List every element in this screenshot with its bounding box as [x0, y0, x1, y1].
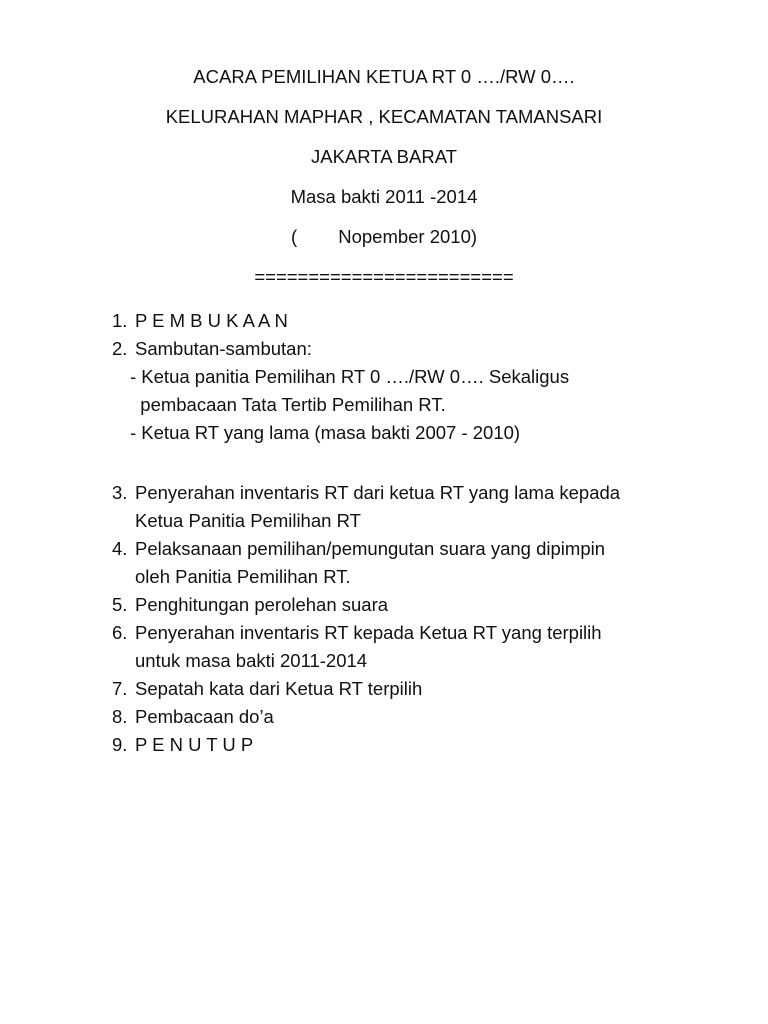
sub-item: - Ketua RT yang lama (masa bakti 2007 - 2010)	[130, 422, 521, 443]
item-number: 4.	[112, 538, 128, 559]
agenda-item: Pembacaan do’a	[135, 706, 274, 727]
agenda-item: Penghitungan perolehan suara	[135, 594, 389, 615]
agenda-item: P E N U T U P	[135, 734, 254, 755]
agenda-item: Sambutan-sambutan:	[135, 338, 312, 359]
item-number: 8.	[112, 706, 128, 727]
sub-item: pembacaan Tata Tertib Pemilihan RT.	[130, 394, 446, 415]
agenda-item: Ketua Panitia Pemilihan RT	[135, 510, 361, 531]
term-line: Masa bakti 2011 -2014	[290, 186, 478, 207]
item-number: 3.	[112, 482, 128, 503]
agenda-item: Pelaksanaan pemilihan/pemungutan suara yang dipimpin	[135, 538, 606, 559]
separator: ========================	[254, 266, 514, 287]
item-number: 6.	[112, 622, 128, 643]
date-line: ( Nopember 2010)	[290, 226, 478, 247]
item-number: 2.	[112, 338, 128, 359]
item-number: 5.	[112, 594, 128, 615]
agenda-item: Penyerahan inventaris RT kepada Ketua RT yang terpilih	[135, 622, 602, 643]
location-line: KELURAHAN MAPHAR , KECAMATAN TAMANSARI	[165, 106, 603, 127]
sub-item: - Ketua panitia Pemilihan RT 0 …./RW 0…. Sekaligus	[130, 366, 570, 387]
agenda-item: untuk masa bakti 2011-2014	[135, 650, 368, 671]
agenda-item: Sepatah kata dari Ketua RT terpilih	[135, 678, 423, 699]
agenda-item: Penyerahan inventaris RT dari ketua RT yang lama kepada	[135, 482, 621, 503]
item-number: 9.	[112, 734, 128, 755]
item-number: 1.	[112, 310, 128, 331]
city-line: JAKARTA BARAT	[311, 146, 457, 167]
title-line: ACARA PEMILIHAN KETUA RT 0 …./RW 0….	[193, 66, 575, 87]
agenda-item: P E M B U K A A N	[135, 310, 288, 331]
item-number: 7.	[112, 678, 128, 699]
agenda-item: oleh Panitia Pemilihan RT.	[135, 566, 351, 587]
